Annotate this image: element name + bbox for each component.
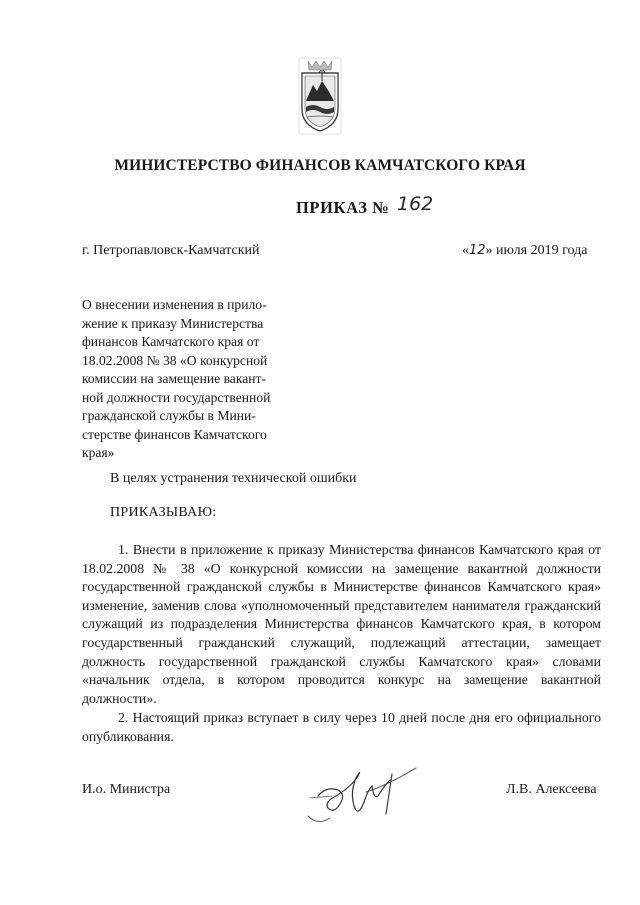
- date-open-quote: «: [462, 243, 469, 258]
- date-month-year: » июля 2019 года: [485, 243, 588, 258]
- subject-line: финансов Камчатского края от: [82, 334, 260, 349]
- subject-line: комиссии на замещение вакант-: [82, 371, 267, 386]
- ministry-title: МИНИСТЕРСТВО ФИНАНСОВ КАМЧАТСКОГО КРАЯ: [114, 157, 526, 174]
- kamchatka-coat-of-arms-icon: [298, 57, 342, 135]
- order-date: [462, 243, 587, 259]
- order-paragraph-1: 1. Внести в приложение к приказу Министерства финансов Камчатского края от 18.02.2008 № 38 «О конкурсной комиссии на замещение вакантной должности государственной гражданской службы в Министерстве финансов Камчатского края» изменение, заменив слова «уполномоченный представителем нанимателя гражданский служащий из подразделения Министерства финансов Камчатского края, в котором государственный гражданский служащий, подлежащий аттестации, замещает должность государственной гражданской службы Камчатского края» словами «начальник отдела, в котором проводится конкурс на замещение вакантной должности».: [82, 542, 601, 706]
- date-day: 12: [469, 243, 486, 258]
- order-purpose: В целях устранения технической ошибки: [110, 471, 357, 486]
- signatory-role: И.о. Министра: [82, 782, 171, 797]
- decree-word: ПРИКАЗЫВАЮ:: [110, 505, 217, 520]
- subject-line: 18.02.2008 № 38 «О конкурсной: [82, 352, 268, 368]
- signatory-name: Л.В. Алексеева: [506, 782, 597, 797]
- order-title: ПРИКАЗ №: [296, 198, 390, 217]
- order-paragraph-2: 2. Настоящий приказ вступает в силу через 10 дней после дня его официального опубликования.: [82, 710, 601, 744]
- subject-line: ной должности государственной: [82, 389, 271, 405]
- subject-line: края»: [82, 445, 115, 460]
- subject-line: стерстве финансов Камчатского: [82, 426, 267, 442]
- handwritten-signature-icon: [306, 756, 426, 828]
- subject-line: О внесении изменения в прило-: [82, 297, 267, 312]
- subject-line: гражданской службы в Мини-: [82, 408, 256, 423]
- place-of-issue: г. Петропавловск-Камчатский: [82, 243, 260, 258]
- order-body: [82, 541, 601, 747]
- order-subject: [82, 296, 300, 463]
- subject-line: жение к приказу Министерства: [82, 315, 264, 331]
- order-number: 162: [397, 193, 434, 215]
